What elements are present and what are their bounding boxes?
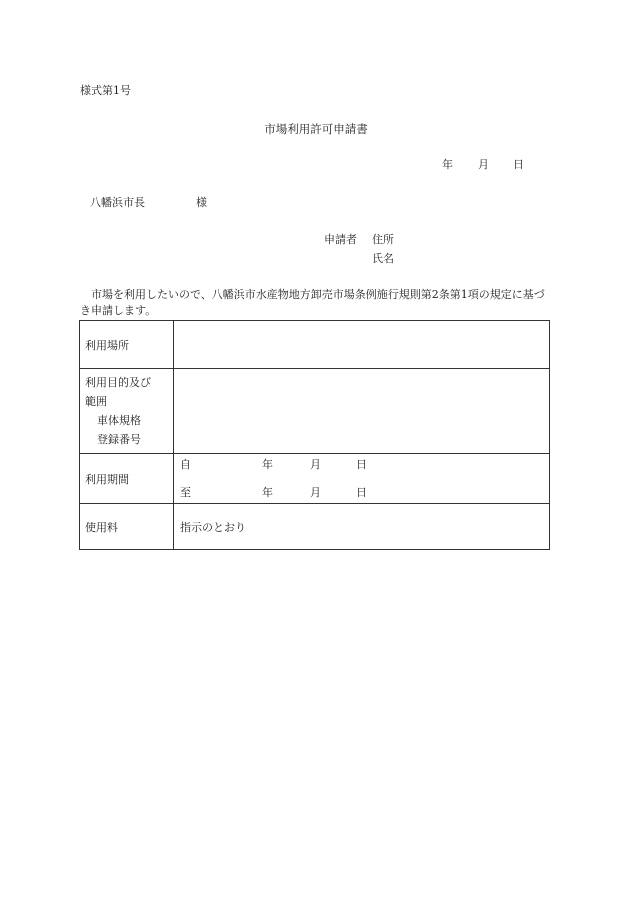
purpose-value-field[interactable] bbox=[174, 369, 550, 454]
table-row-place bbox=[80, 321, 550, 369]
form-number: 様式第1号 bbox=[80, 84, 131, 97]
date-year-label: 年 bbox=[442, 158, 453, 171]
addressee-name: 八幡浜市長 bbox=[90, 196, 145, 209]
applicant-address-label: 住所 bbox=[372, 233, 394, 246]
purpose-label-line2: 範囲 bbox=[85, 395, 107, 408]
period-to-label: 至 bbox=[180, 485, 191, 499]
purpose-label bbox=[80, 369, 174, 454]
purpose-label-line1: 利用目的及び bbox=[85, 376, 151, 389]
date-day-label: 日 bbox=[513, 158, 524, 171]
place-value-field[interactable] bbox=[174, 321, 550, 369]
fee-label: 使用料 bbox=[80, 504, 174, 550]
document-title: 市場利用許可申請書 bbox=[264, 122, 368, 136]
period-to-line bbox=[180, 483, 549, 503]
addressee-honorific: 様 bbox=[196, 196, 207, 209]
period-to-year: 年 bbox=[262, 485, 273, 499]
period-from-month: 月 bbox=[310, 457, 321, 471]
vehicle-spec-label: 車体規格 bbox=[97, 414, 141, 427]
period-to-day: 日 bbox=[356, 485, 367, 499]
fee-value: 指示のとおり bbox=[174, 504, 550, 550]
application-statement: 市場を利用したいので、八幡浜市水産物地方卸売市場条例施行規則第2条第1項の規定に基づき申請します。 bbox=[80, 288, 545, 317]
period-from-year: 年 bbox=[262, 457, 273, 471]
period-to-month: 月 bbox=[310, 485, 321, 499]
application-table bbox=[79, 320, 550, 550]
table-row-fee bbox=[80, 504, 550, 550]
table-row-purpose bbox=[80, 369, 550, 454]
table-row-period bbox=[80, 454, 550, 504]
registration-number-label: 登録番号 bbox=[97, 433, 141, 446]
applicant-label: 申請者 bbox=[324, 233, 357, 246]
period-label: 利用期間 bbox=[80, 454, 174, 504]
applicant-name-label: 氏名 bbox=[372, 252, 394, 265]
period-from-day: 日 bbox=[356, 457, 367, 471]
place-label: 利用場所 bbox=[80, 321, 174, 369]
period-from-label: 自 bbox=[180, 457, 191, 471]
date-month-label: 月 bbox=[478, 158, 489, 171]
period-value-field[interactable] bbox=[174, 454, 550, 504]
period-from-line bbox=[180, 455, 549, 475]
